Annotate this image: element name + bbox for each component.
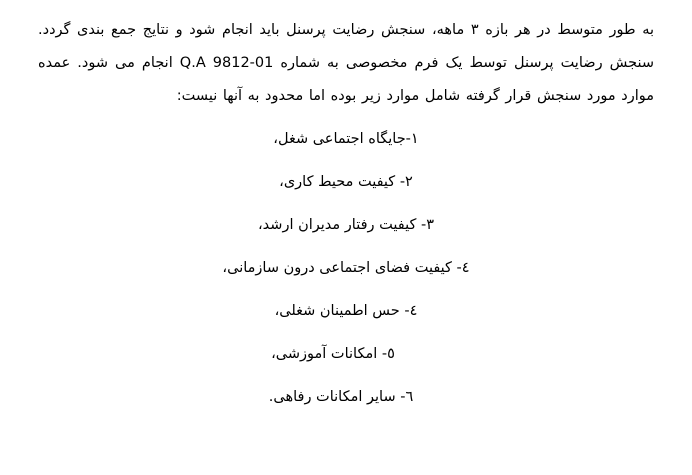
list-item: ٤- حس اطمینان شغلی،	[274, 303, 418, 319]
list-item: ۱-جایگاه اجتماعی شغل،	[273, 131, 419, 147]
list-item: ۳- کیفیت رفتار مدیران ارشد،	[258, 217, 434, 233]
list-item: ٤- کیفیت فضای اجتماعی درون سازمانی،	[222, 260, 470, 276]
list-item: ۲- کیفیت محیط کاری،	[279, 174, 413, 190]
list-item: ٦- سایر امکانات رفاهی.	[268, 389, 414, 405]
criteria-list	[38, 123, 654, 414]
list-item: ٥- امکانات آموزشی،	[271, 346, 395, 362]
intro-paragraph: به طور متوسط در هر بازه ۳ ماهه، سنجش رضایت پرسنل باید انجام شود و نتایج جمع بندی گردد. سنجش رضایت پرسنل توسط یک فرم مخصوصی به شماره Q.A 9812-01 انجام می شود. عمده موارد مورد سنجش قرار گرفته شامل موارد زیر بوده اما محدود به آنها نیست:	[38, 22, 654, 104]
